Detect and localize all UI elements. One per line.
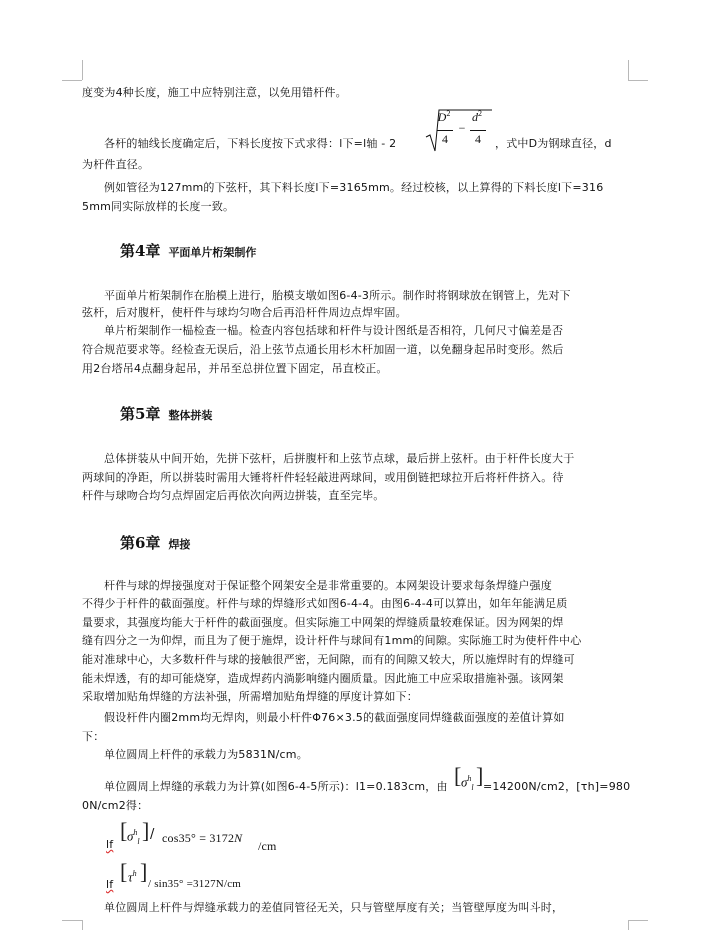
eq2-bracket-open: [ <box>120 859 128 884</box>
chapter-5-heading <box>120 403 212 424</box>
formula-den-left: 4 <box>442 132 448 146</box>
ch6-paragraph4-line1-prefix: 单位圆周上焊缝的承载力为计算(如图6-4-5所示)：l1=0.183cm，由 <box>104 780 448 793</box>
length-formula-suffix: ，式中D为钢球直径，d <box>495 137 612 150</box>
crop-mark-bottom-left-h <box>62 920 82 921</box>
ch5-paragraph1-line3: 杆件与球吻合均匀点焊固定后再依次向两边拼装，直至完毕。 <box>82 489 385 502</box>
crop-mark-bottom-right-h <box>628 920 648 921</box>
formula-bar-right <box>470 130 486 131</box>
ch6-paragraph1-line4: 缝有四分之一为仰焊，而且为了便于施焊，设计杆件与球间有1mm的间隙。实际施工时为使杆件中心 <box>82 634 582 647</box>
sigma-symbol-inline: $\sigma^h_l$ <box>461 774 474 792</box>
eq1-bracket-close: ] <box>142 818 150 843</box>
crop-mark-top-left-v <box>82 60 83 80</box>
chapter-5-number: 第5章 <box>120 405 161 423</box>
eq1-sigma: $\sigma^h_l$ <box>127 828 140 846</box>
ch6-paragraph1-line6: 能未焊透，有的却可能烧穿，造成焊药内淌影响缝内圈质量。因此施工中应采取措施补强。该网架 <box>82 672 564 685</box>
ch6-paragraph1-line2: 不得少于杆件的截面强度。杆件与球的焊缝形式如图6-4-4。由图6-4-4可以算出，如年年能满足质 <box>82 597 568 610</box>
crop-mark-top-right-v <box>628 60 629 80</box>
chapter-6-number: 第6章 <box>120 534 161 552</box>
ch4-paragraph2-line3: 用2台塔吊4点翻身起吊，并吊至总拼位置下固定，吊直校正。 <box>82 362 388 375</box>
crop-mark-top-right-h <box>628 80 648 81</box>
eq2-bracket-close: ] <box>140 859 148 884</box>
ch6-paragraph4-line1-suffix: =14200N/cm2，[τh]=980 <box>483 780 631 793</box>
ch5-paragraph1-line2: 两球间的净距，所以拼装时需用大锤将杆件轻轻敲进两球间，或用倒链把球拉开后将杆件挤入。待 <box>82 471 564 484</box>
ch6-paragraph1-line3: 量要求，其强度均能大于杆件的截面强度。但实际施工中网架的焊缝质量较难保证。因为网架的焊 <box>82 616 564 629</box>
sigma-bracket-inline: [ <box>454 763 462 788</box>
crop-mark-bottom-left-v <box>82 920 83 930</box>
chapter-6-heading <box>120 532 190 553</box>
ch6-paragraph1-line7: 采取增加贴角焊缝的方法补强，所需增加贴角焊缝的厚度计算如下： <box>82 690 418 703</box>
chapter-4-title: 平面单片桁架制作 <box>168 246 257 259</box>
ch6-paragraph3: 单位圆周上杆件的承载力为5831N/cm。 <box>104 748 308 761</box>
eq1-lf: lf <box>106 838 114 851</box>
ch4-paragraph1-line2: 弦杆，后对腹杆，使杆件与球均匀吻合后再沿杆件周边点焊牢固。 <box>82 306 407 319</box>
eq2-lf: lf <box>106 878 114 891</box>
paragraph-length-line2: 为杆件直径。 <box>82 158 150 171</box>
ch4-paragraph2-line1: 单片桁架制作一榀检查一榀。检查内容包括球和杆件与设计图纸是否相符，几何尺寸偏差是否 <box>104 324 564 337</box>
ch6-paragraph2-line1: 假设杆件内圈2mm均无焊肉，则最小杆件Φ76×3.5的截面强度同焊缝截面强度的差值计算如 <box>104 711 565 724</box>
formula-num-right: $d^2$ <box>472 109 482 124</box>
chapter-6-title: 焊接 <box>168 538 191 551</box>
paragraph-example-line2: 5mm同实际放样的长度一致。 <box>82 200 235 213</box>
ch6-paragraph1-line1: 杆件与球的焊接强度对于保证整个网架安全是非常重要的。本网架设计要求每条焊缝户强度 <box>104 579 552 592</box>
formula-num-left: $D^2$ <box>437 109 451 124</box>
ch6-paragraph4-line2: 0N/cm2得： <box>82 799 149 812</box>
ch4-paragraph1-line1: 平面单片桁架制作在胎模上进行，胎模支墩如图6-4-3所示。制作时将钢球放在钢管上，先对下 <box>104 289 571 302</box>
ch6-paragraph1-line5: 能对准球中心，大多数杆件与球的接触很严密，无间隙，而有的间隙又较大，所以施焊时有的焊缝可 <box>82 653 575 666</box>
ch6-paragraph2-line2: 下： <box>82 730 105 743</box>
eq1-unit: /cm <box>258 839 277 853</box>
chapter-4-heading <box>120 240 256 261</box>
formula-minus: − <box>458 121 466 135</box>
chapter-5-title: 整体拼装 <box>168 409 213 422</box>
eq1-slash: / <box>150 827 155 842</box>
crop-mark-bottom-right-v <box>628 920 629 930</box>
paragraph-length-formula <box>104 135 396 152</box>
paragraph-example-line1: 例如管径为127mm的下弦杆，其下料长度l下=3165mm。经过校核，以上算得的下料长度l下=316 <box>104 181 604 194</box>
formula-bar-left <box>437 130 453 131</box>
eq2-value: / sin35° =3127N/cm <box>148 878 242 890</box>
eq1-value: cos35° = 3172N <box>162 831 243 845</box>
eq1-bracket-open: [ <box>120 818 128 843</box>
sigma-bracket-inline-close: ] <box>476 763 484 788</box>
ch4-paragraph2-line2: 符合规范要求等。经检查无误后，沿上弦节点通长用杉木杆加固一道，以免翻身起吊时变形。然后 <box>82 343 564 356</box>
crop-mark-top-left-h <box>62 80 82 81</box>
length-formula-prefix: 各杆的轴线长度确定后，下料长度按下式求得：l下=l轴 - 2 <box>104 137 397 150</box>
eq2-tau: $\tau^h$ <box>128 869 137 885</box>
last-line: 单位圆周上杆件与焊缝承载力的差值同管径无关，只与管壁厚度有关；当管壁厚度为叫斗时， <box>104 901 564 914</box>
chapter-4-number: 第4章 <box>120 242 161 260</box>
formula-den-right: 4 <box>475 132 481 146</box>
ch5-paragraph1-line1: 总体拼装从中间开始，先拼下弦杆，后拼腹杆和上弦节点球，最后拼上弦杆。由于杆件长度大于 <box>104 452 575 465</box>
paragraph-continuation: 度变为4种长度，施工中应特别注意，以免用错杆件。 <box>82 86 347 99</box>
